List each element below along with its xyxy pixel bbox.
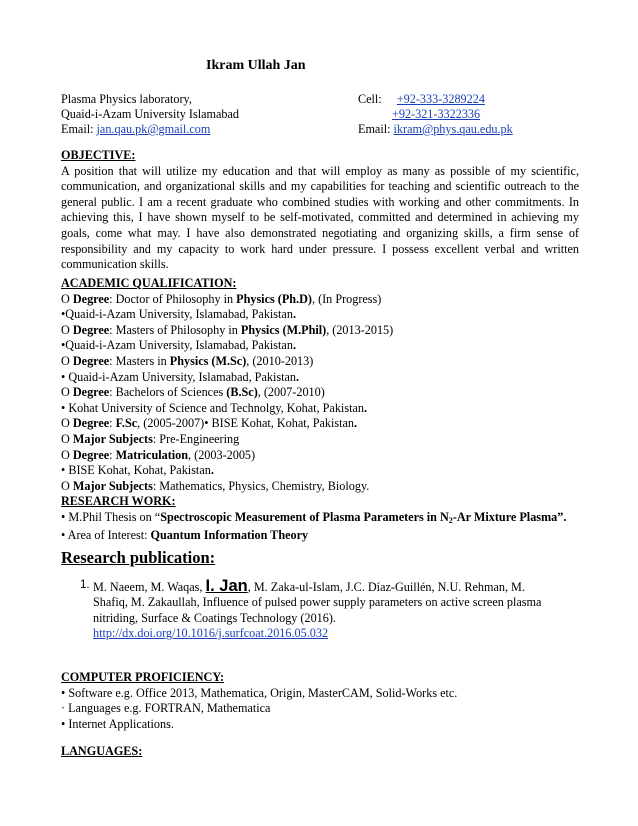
objective-text: A position that will utilize my education and that will employ as many as possible of my scientific, communication, and organizational skills and my capabilities for teaching and scientific outreach to the general public. I am a recent graduate who combined studies with working and other commitments. In achieving this, I have shown myself to be self-motivated, committed and determined in achieving my goals, come what may. I have also demonstrated negotiating and organizing skills, a firm sense of responsibility and my capacity to work hard under pressure. I possess excellent verbal and written communication skills. (61, 163, 579, 272)
email-label-right: Email: (358, 122, 394, 136)
research-heading: RESEARCH WORK: (61, 494, 176, 508)
computer-internet: • Internet Applications. (61, 716, 174, 731)
publication-doi-link[interactable]: http://dx.doi.org/10.1016/j.surfcoat.2016.05.032 (93, 626, 329, 641)
publication-item (80, 578, 580, 642)
cell-link-1[interactable]: +92-333-3289224 (396, 92, 485, 106)
computer-software: • Software e.g. Office 2013, Mathematica, Origin, MasterCAM, Solid-Works etc. (61, 685, 458, 700)
cell-link-2[interactable]: +92-321-3322336 (392, 107, 481, 121)
highlighted-author: I. Jan (205, 577, 248, 595)
cell-line-2 (392, 107, 480, 123)
academic-line-2: •Quaid-i-Azam University, Islamabad, Pakistan. (61, 307, 296, 322)
publication-heading: Research publication: (61, 548, 216, 567)
research-interest: • Area of Interest: Quantum Information Theory (61, 528, 309, 543)
academic-section (61, 276, 579, 494)
research-thesis: • M.Phil Thesis on “Spectroscopic Measurement of Plasma Parameters in N2-Ar Mixture Plasma”. (61, 509, 567, 525)
academic-line-9: O Degree: F.Sc, (2005-2007)• BISE Kohat, Kohat, Pakistan. (61, 416, 358, 431)
research-section (61, 494, 579, 544)
resume-name: Ikram Ullah Jan (206, 58, 306, 73)
email-right (358, 122, 513, 138)
academic-line-12: • BISE Kohat, Kohat, Pakistan. (61, 463, 214, 478)
address-line-1: Plasma Physics laboratory, (61, 92, 192, 106)
academic-line-3: O Degree: Masters of Philosophy in Physics (M.Phil), (2013-2015) (61, 322, 394, 337)
academic-line-10: O Major Subjects: Pre-Engineering (61, 431, 240, 446)
cell-line (358, 92, 485, 108)
computer-section (61, 670, 579, 732)
languages-heading: LANGUAGES: (61, 744, 143, 758)
publication-line-2: Shafiq, M. Zakaullah, Influence of pulsed power supply parameters on active screen plasma (93, 595, 542, 609)
academic-line-11: O Degree: Matriculation, (2003-2005) (61, 447, 256, 462)
academic-line-6: • Quaid-i-Azam University, Islamabad, Pakistan. (61, 369, 300, 384)
publication-line-3: nitriding, Surface & Coatings Technology (2016). (93, 610, 336, 625)
address-line-2: Quaid-i-Azam University Islamabad (61, 107, 240, 121)
academic-heading: ACADEMIC QUALIFICATION: (61, 276, 237, 290)
email-link-phys[interactable]: ikram@phys.qau.edu.pk (393, 122, 513, 136)
academic-line-5: O Degree: Masters in Physics (M.Sc), (2010-2013) (61, 353, 314, 368)
academic-line-8: • Kohat University of Science and Technolgy, Kohat, Pakistan. (61, 400, 368, 415)
academic-line-1: O Degree: Doctor of Philosophy in Physics (Ph.D), (In Progress) (61, 291, 382, 306)
email-label: Email: (61, 122, 97, 136)
academic-line-4: •Quaid-i-Azam University, Islamabad, Pakistan. (61, 338, 296, 353)
academic-line-13: O Major Subjects: Mathematics, Physics, Chemistry, Biology. (61, 478, 370, 493)
computer-heading: COMPUTER PROFICIENCY: (61, 670, 225, 684)
academic-line-7: O Degree: Bachelors of Sciences (B.Sc), (2007-2010) (61, 385, 325, 400)
email-link-gmail[interactable]: jan.qau.pk@gmail.com (96, 122, 211, 136)
objective-section (61, 148, 579, 273)
objective-heading: OBJECTIVE: (61, 148, 136, 162)
cell-label: Cell: (358, 92, 382, 106)
languages-section (61, 744, 579, 760)
email-left (61, 122, 210, 138)
publication-number: 1. (80, 579, 90, 591)
publication-line-1: M. Naeem, M. Waqas, I. Jan, M. Zaka-ul-Islam, J.C. Díaz-Guillén, N.U. Rehman, M. (93, 577, 525, 595)
computer-languages: · Languages e.g. FORTRAN, Mathematica (61, 701, 271, 716)
